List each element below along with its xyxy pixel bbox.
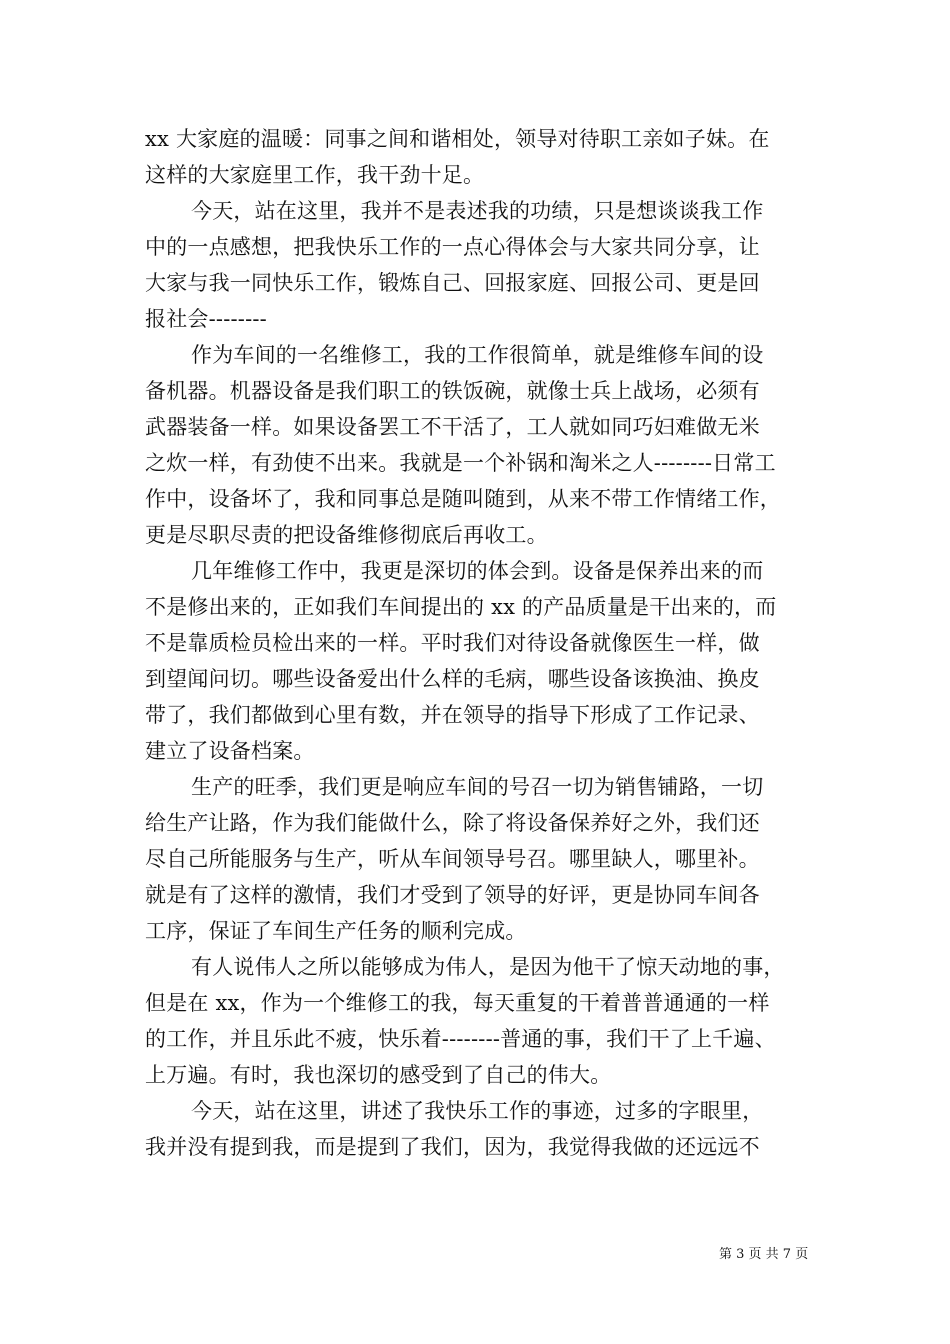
text-line: 给生产让路，作为我们能做什么，除了将设备保养好之外，我们还 — [145, 811, 760, 835]
text-line: 武器装备一样。如果设备罢工不干活了，工人就如同巧妇难做无米 — [145, 415, 760, 439]
text-line: 我并没有提到我，而是提到了我们，因为，我觉得我做的还远远不 — [145, 1135, 760, 1159]
text-line: 尽自己所能服务与生产，听从车间领导号召。哪里缺人，哪里补。 — [145, 847, 760, 871]
text-line: 作中，设备坏了，我和同事总是随叫随到，从来不带工作情绪工作， — [145, 487, 781, 511]
text-line: 到望闻问切。哪些设备爱出什么样的毛病，哪些设备该换油、换皮 — [145, 667, 760, 691]
text-line: 工序，保证了车间生产任务的顺利完成。 — [145, 919, 527, 943]
text-line: 有人说伟人之所以能够成为伟人，是因为他干了惊天动地的事， — [191, 955, 785, 979]
text-line: xx 大家庭的温暖：同事之间和谐相处，领导对待职工亲如子妹。在 — [145, 127, 770, 151]
text-line: 作为车间的一名维修工，我的工作很简单，就是维修车间的设 — [191, 343, 764, 367]
text-line: 今天，站在这里，我并不是表述我的功绩，只是想谈谈我工作 — [191, 199, 764, 223]
text-line: 几年维修工作中，我更是深切的体会到。设备是保养出来的而 — [191, 559, 764, 583]
text-line: 报社会-------- — [145, 307, 267, 331]
text-line: 就是有了这样的激情，我们才受到了领导的好评，更是协同车间各 — [145, 883, 760, 907]
text-line: 之炊一样，有劲使不出来。我就是一个补锅和淘米之人--------日常工 — [145, 451, 776, 475]
text-line: 不是靠质检员检出来的一样。平时我们对待设备就像医生一样，做 — [145, 631, 760, 655]
text-line: 建立了设备档案。 — [145, 739, 315, 763]
text-line: 生产的旺季，我们更是响应车间的号召一切为销售铺路，一切 — [191, 775, 764, 799]
text-line: 带了，我们都做到心里有数，并在领导的指导下形成了工作记录、 — [145, 703, 760, 727]
text-line: 上万遍。有时，我也深切的感受到了自己的伟大。 — [145, 1063, 612, 1087]
page-number: 第 3 页 共 7 页 — [719, 1247, 809, 1262]
text-line: 的工作，并且乐此不疲，快乐着--------普通的事，我们干了上千遍、 — [145, 1027, 776, 1051]
text-line: 这样的大家庭里工作，我干劲十足。 — [145, 163, 485, 187]
text-line: 更是尽职尽责的把设备维修彻底后再收工。 — [145, 523, 548, 547]
text-line: 备机器。机器设备是我们职工的铁饭碗，就像士兵上战场，必须有 — [145, 379, 760, 403]
text-line: 中的一点感想，把我快乐工作的一点心得体会与大家共同分享，让 — [145, 235, 760, 259]
text-line: 不是修出来的，正如我们车间提出的 xx 的产品质量是干出来的，而 — [145, 595, 777, 619]
text-line: 今天，站在这里，讲述了我快乐工作的事迹，过多的字眼里， — [191, 1099, 764, 1123]
text-line: 但是在 xx，作为一个维修工的我，每天重复的干着普普通通的一样 — [145, 991, 770, 1015]
text-line: 大家与我一同快乐工作，锻炼自己、回报家庭、回报公司、更是回 — [145, 271, 760, 295]
